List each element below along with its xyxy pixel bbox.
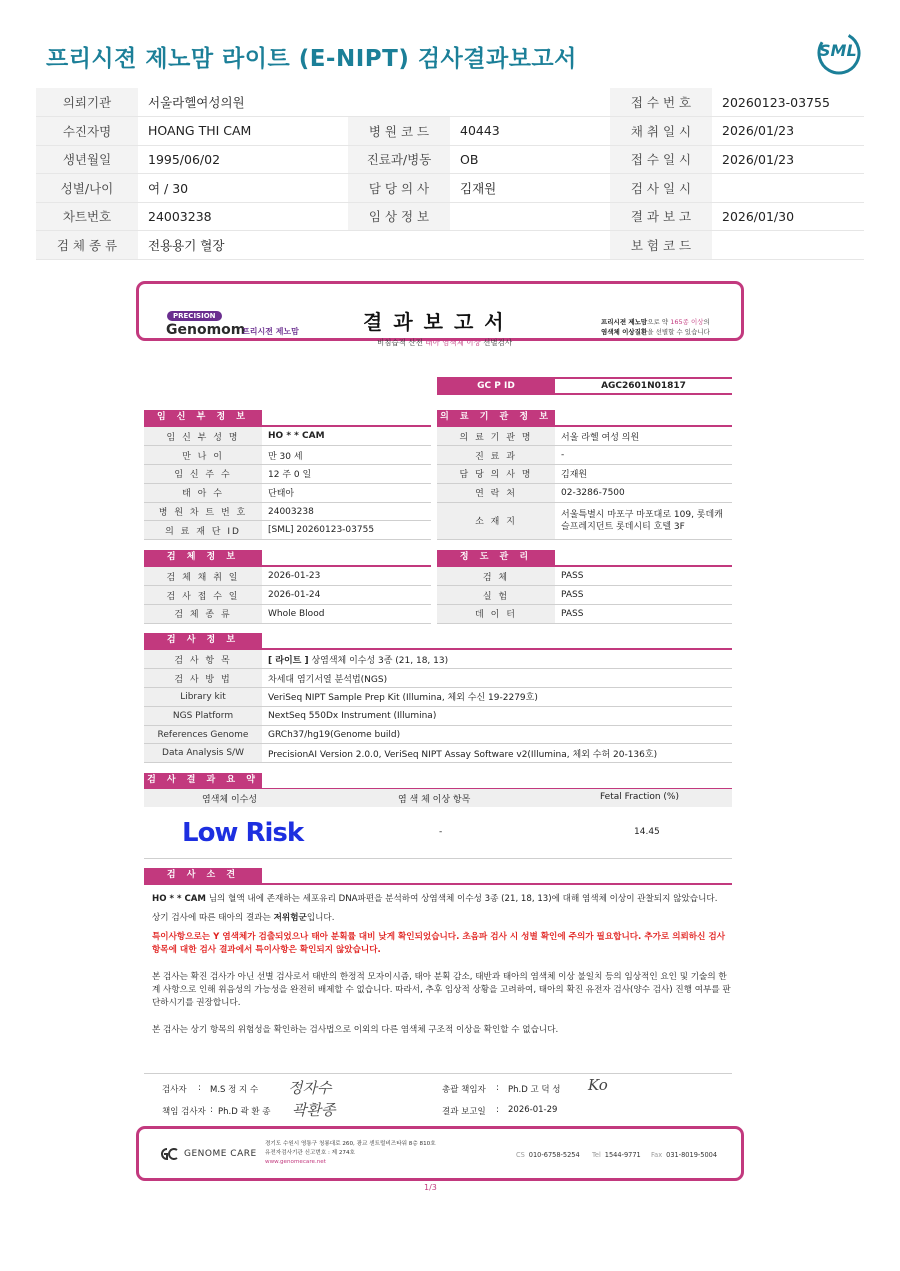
preg-fetus-value: 단태아 [262, 483, 431, 502]
library-kit-value: VeriSeq NIPT Sample Prep Kit (Illumina, 체외 수신 19-2279호) [262, 688, 732, 707]
tagline-bold2: 염색체 이상질환 [601, 328, 648, 336]
test-method-label: 검 사 방 법 [144, 669, 262, 688]
genome-care-web: www.genomecare.net [265, 1159, 326, 1165]
institution-info-table [437, 427, 732, 540]
preg-foundation-label: 의 료 재 단 ID [144, 521, 262, 540]
page-title: 프리시젼 제노맘 라이트 (E-NIPT) 검사결과보고서 [46, 46, 577, 72]
inst-phone-value: 02-3286-7500 [555, 483, 732, 502]
institution-label: 의뢰기관 [36, 88, 138, 117]
findings-p1: 님의 혈액 내에 존재하는 세포유리 DNA파편을 분석하여 상염색체 이수성 3종 (21, 18, 13)에 대해 염색체 이상이 관찰되지 않았습니다. [205, 894, 718, 904]
responsible-colon: : [210, 1105, 213, 1115]
gcp-id-value: AGC2601N01817 [555, 377, 732, 395]
inst-address-label: 소 재 지 [437, 502, 555, 540]
institution-info-header: 의 료 기 관 정 보 [437, 410, 555, 425]
preg-fetus-label: 태 아 수 [144, 483, 262, 502]
qc-info-header: 정 도 관 리 [437, 550, 555, 565]
dept-value: OB [450, 145, 610, 174]
examiner-label: 검사자 [162, 1085, 187, 1095]
institution-value: 서울라헬여성의원 [138, 88, 348, 117]
doctor-label: 담 당 의 사 [348, 174, 450, 203]
analysis-sw-value: PrecisionAI Version 2.0.0, VeriSeq NIPT Assay Software v2(Illumina, 체외 수허 20-136호) [262, 744, 732, 763]
report-banner [136, 281, 744, 347]
cs-phone-value: 010-6758-5254 [528, 1151, 580, 1159]
chart-label: 차트번호 [36, 202, 138, 231]
spec-receipt-value: 2026-01-24 [262, 586, 431, 605]
clinical-value [450, 202, 610, 231]
genome-care-addr1: 경기도 수원시 영통구 청룡대로 260, 광교 센트럴비즈타워 8층 810호 [265, 1141, 436, 1147]
risk-result: Low Risk [182, 818, 304, 848]
library-kit-label: Library kit [144, 688, 262, 707]
test-date-label: 검 사 일 시 [610, 174, 712, 203]
tel-phone-value: 1544-9771 [604, 1151, 641, 1159]
precision-badge: PRECISION [167, 311, 222, 321]
dept-label: 진료과/병동 [348, 145, 450, 174]
inst-name-value: 서울 라헬 여성 의원 [555, 427, 732, 446]
findings-header: 검 사 소 견 [144, 868, 262, 883]
report-tagline [601, 317, 741, 337]
receipt-date-label: 접 수 일 시 [610, 145, 712, 174]
spec-type-label: 검 체 종 류 [144, 605, 262, 624]
preg-name-label: 임 신 부 성 명 [144, 427, 262, 446]
collection-date-value: 2026/01/23 [712, 117, 864, 146]
pregnant-info-table [144, 427, 431, 540]
findings-limitation: 본 검사는 상기 항목의 위험성을 확인하는 검사법으로 이외의 다른 염색체 구조적 이상을 확인할 수 없습니다. [152, 1025, 559, 1035]
test-method-value: 차세대 염기서열 분석법(NGS) [262, 669, 732, 688]
genome-care-addr2: 유전자검사기관 신고번호 : 제 274호 [265, 1150, 355, 1156]
tel-phone [592, 1151, 641, 1159]
summary-col-abnormal: 염 색 체 이상 항목 [398, 795, 471, 805]
inst-doctor-value: 김재원 [555, 465, 732, 484]
director-label: 총괄 책임자 [442, 1085, 486, 1095]
ref-genome-value: GRCh37/hg19(Genome build) [262, 725, 732, 744]
preg-name-value: HO * * CAM [262, 427, 431, 446]
fax-phone-label: Fax [651, 1151, 663, 1159]
tagline-highlight: 165종 이상 [670, 318, 704, 326]
test-item-tier: [ 라이트 ] [268, 655, 309, 666]
patient-header-table [36, 88, 864, 260]
specimen-label: 검 체 종 류 [36, 231, 138, 260]
preg-chart-label: 병 원 차 트 번 호 [144, 502, 262, 521]
page-number: 1/3 [424, 1183, 437, 1192]
qc-specimen-value: PASS [555, 567, 732, 586]
responsible-name: Ph.D 곽 환 종 [218, 1107, 271, 1117]
insurance-value [712, 231, 864, 260]
responsible-label: 책임 검사자 [162, 1107, 206, 1117]
summary-abnormal-value: - [439, 827, 443, 837]
birth-value: 1995/06/02 [138, 145, 348, 174]
director-signature: Ko [588, 1076, 608, 1094]
preg-weeks-value: 12 주 0 일 [262, 465, 431, 484]
spec-receipt-label: 검 사 접 수 일 [144, 586, 262, 605]
preg-age-label: 만 나 이 [144, 446, 262, 465]
inst-dept-value: - [555, 446, 732, 465]
preg-foundation-value: [SML] 20260123-03755 [262, 521, 431, 540]
subtitle-post: 선별검사 [480, 338, 513, 347]
qc-data-value: PASS [555, 605, 732, 624]
findings-rule [144, 883, 732, 885]
tagline-3: 을 선별할 수 있습니다 [647, 328, 710, 336]
report-date-colon: : [496, 1105, 499, 1115]
findings-patient: HO * * CAM [152, 894, 206, 904]
report-footer [136, 1126, 744, 1181]
gcp-id [437, 377, 732, 395]
findings-p2-pre: 상기 검사에 따른 태아의 결과는 [152, 913, 274, 923]
inst-dept-label: 진 료 과 [437, 446, 555, 465]
report-date-value: 2026/01/30 [712, 202, 864, 231]
patient-value: HOANG THI CAM [138, 117, 348, 146]
director-colon: : [496, 1083, 499, 1093]
summary-ff-value: 14.45 [634, 827, 660, 837]
summary-col-ff: Fetal Fraction (%) [600, 792, 679, 802]
genome-care-logo-icon [158, 1147, 180, 1161]
receipt-date-value: 2026/01/23 [712, 145, 864, 174]
receipt-no-value: 20260123-03755 [712, 88, 864, 117]
qc-experiment-value: PASS [555, 586, 732, 605]
embedded-report [136, 281, 744, 1197]
qc-experiment-label: 실 험 [437, 586, 555, 605]
receipt-no-label: 접 수 번 호 [610, 88, 712, 117]
summary-col-aneuploidy: 염색체 이수성 [202, 795, 258, 805]
tagline-bold: 프리시젼 제노맘 [601, 318, 648, 326]
cs-phone [516, 1151, 580, 1159]
examiner-name: M.S 정 지 수 [210, 1085, 259, 1095]
birth-label: 생년월일 [36, 145, 138, 174]
report-date-label: 결과 보고일 [442, 1107, 486, 1117]
ref-genome-label: References Genome [144, 725, 262, 744]
preg-chart-value: 24003238 [262, 502, 431, 521]
insurance-label: 보 험 코 드 [610, 231, 712, 260]
fax-phone-value: 031-8019-5004 [666, 1151, 718, 1159]
specimen-info-header: 검 체 정 보 [144, 550, 262, 565]
report-date-label: 결 과 보 고 [610, 202, 712, 231]
tagline-2: 의 [703, 318, 710, 326]
specimen-info-table [144, 567, 431, 624]
cs-phone-label: CS [516, 1151, 525, 1159]
gcp-id-label: GC P ID [437, 377, 555, 395]
subtitle-pre: 비침습적 산전 [377, 338, 426, 347]
findings-special-note: 특이사항으로는 Y 염색체가 검출되었으나 태아 분획률 대비 낮게 확인되었습니다. 초음파 검사 시 성별 확인에 주의가 필요합니다. 추가로 의뢰하신 검사 항목에 대한 검사 결과에서 특이사항은 확인되지 않았습니다. [152, 932, 726, 955]
preg-age-value: 만 30 세 [262, 446, 431, 465]
chart-value: 24003238 [138, 202, 348, 231]
examiner-colon: : [198, 1083, 201, 1093]
qc-specimen-label: 검 체 [437, 567, 555, 586]
preg-weeks-label: 임 신 주 수 [144, 465, 262, 484]
findings-text [152, 893, 732, 1043]
sex-age-label: 성별/나이 [36, 174, 138, 203]
findings-risk-group: 저위험군 [273, 913, 307, 923]
test-item-value: 상염색체 이수성 3종 (21, 18, 13) [308, 655, 449, 666]
qc-data-label: 데 이 터 [437, 605, 555, 624]
inst-name-label: 의 료 기 관 명 [437, 427, 555, 446]
inst-doctor-label: 담 당 의 사 명 [437, 465, 555, 484]
spec-collect-value: 2026-01-23 [262, 567, 431, 586]
findings-disclaimer: 본 검사는 확진 검사가 아닌 선별 검사로서 태반의 한정적 모자이시즘, 태아 분획 감소, 태반과 태아의 염색체 이상 불일치 등의 임상적인 요인 및 기술의 한계 사항으로 인해 위음성의 가능성을 완전히 배제할 수 없습니다. 따라서, 추후 임상적 상황을 고려하여, 태아의 확진 유전자 검사(양수 검사) 진행 여부를 판단하시기를 권장합니다. [152, 972, 731, 1008]
genomom-brand-sub: 프리시젼 제노맘 [242, 327, 299, 336]
tagline-1: 으로 약 [647, 318, 671, 326]
doctor-value: 김재원 [450, 174, 610, 203]
responsible-signature: 곽환종 [292, 1101, 336, 1119]
director-name: Ph.D 고 덕 성 [508, 1085, 561, 1095]
genomom-brand: Genomom [166, 322, 246, 338]
fax-phone [651, 1151, 717, 1159]
genome-care-name: GENOME CARE [184, 1149, 257, 1159]
test-info-table [144, 650, 732, 763]
spec-collect-label: 검 체 채 취 일 [144, 567, 262, 586]
spec-type-value: Whole Blood [262, 605, 431, 624]
ngs-platform-value: NextSeq 550Dx Instrument (Illumina) [262, 706, 732, 725]
sex-age-value: 여 / 30 [138, 174, 348, 203]
report-subtitle [377, 337, 512, 348]
test-info-header: 검 사 정 보 [144, 633, 262, 648]
test-item-label: 검 사 항 목 [144, 650, 262, 669]
summary-columns [144, 789, 732, 807]
summary-header: 검 사 결 과 요 약 [144, 773, 262, 788]
signature-rule [144, 1073, 732, 1074]
test-date-value [712, 174, 864, 203]
examiner-signature: 정자수 [288, 1079, 332, 1097]
summary-bottom-rule [144, 858, 732, 859]
findings-p2-post: 입니다. [306, 913, 335, 923]
hospital-code-label: 병 원 코 드 [348, 117, 450, 146]
report-date-value: 2026-01-29 [508, 1105, 558, 1115]
clinical-label: 임 상 정 보 [348, 202, 450, 231]
analysis-sw-label: Data Analysis S/W [144, 744, 262, 763]
ngs-platform-label: NGS Platform [144, 706, 262, 725]
genome-care-address [265, 1140, 436, 1167]
qc-info-table [437, 567, 732, 624]
specimen-value: 전용용기 혈장 [138, 231, 348, 260]
sml-logo-text: SML [819, 41, 857, 60]
patient-label: 수진자명 [36, 117, 138, 146]
report-title: 결과보고서 [363, 310, 515, 334]
inst-address-value: 서울특별시 마포구 마포대로 109, 롯데캐슬프레지던트 롯데시티 호텔 3F [555, 502, 732, 540]
inst-phone-label: 연 락 처 [437, 483, 555, 502]
tel-phone-label: Tel [592, 1151, 601, 1159]
subtitle-highlight: 태아 염색체 이상 [425, 338, 481, 347]
hospital-code-value: 40443 [450, 117, 610, 146]
collection-date-label: 채 취 일 시 [610, 117, 712, 146]
pregnant-info-header: 임 신 부 정 보 [144, 410, 262, 425]
